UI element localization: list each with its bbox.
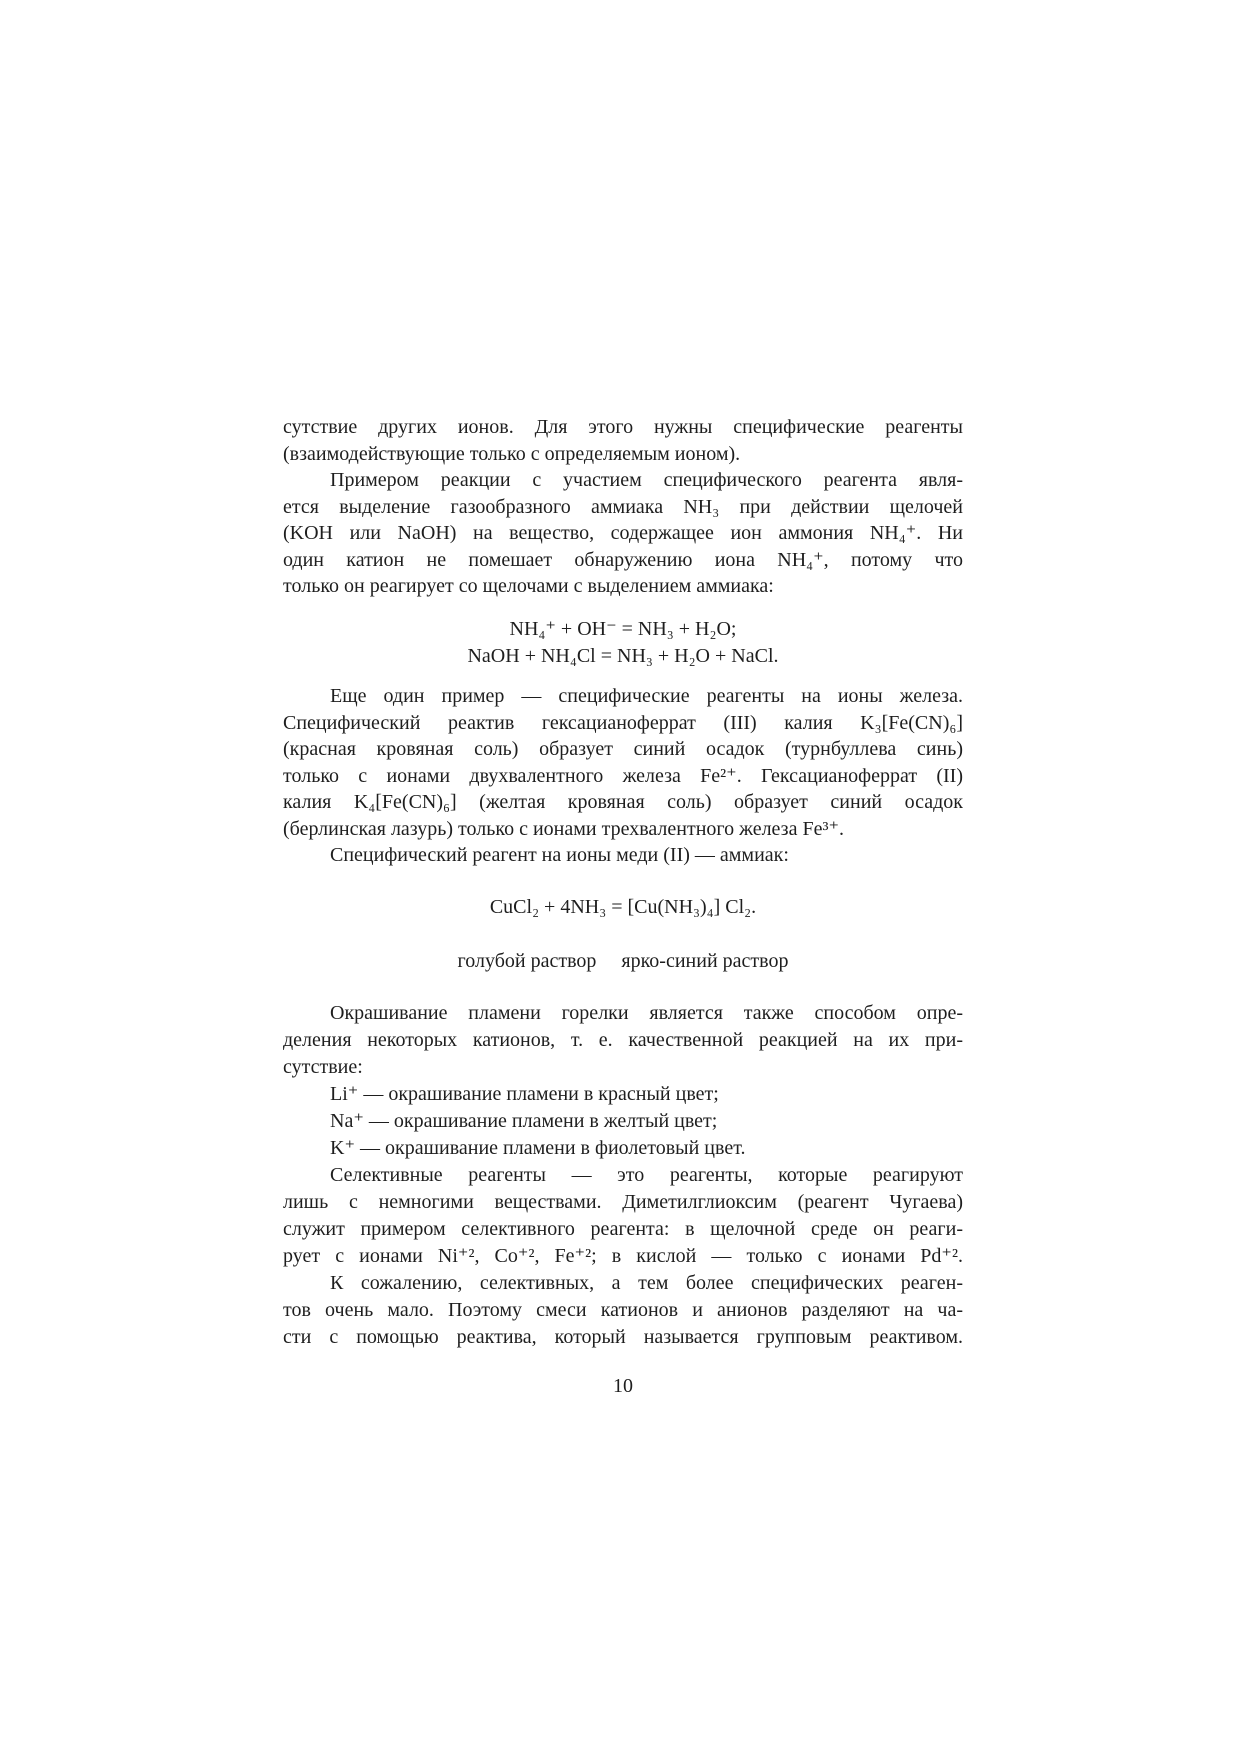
text-line: Окрашивание пламени горелки является также способом опре- [330,1002,963,1024]
text-line: один катион не помешает обнаружению иона NH₄⁺, потому что [283,548,963,571]
text-line: сутствие: [283,1056,363,1078]
text-line: лишь с немногими веществами. Диметилглиоксим (реагент Чугаева) [283,1191,963,1213]
text-line: K⁺ — окрашивание пламени в фиолетовый цвет. [330,1137,746,1159]
text-line: сутствие других ионов. Для этого нужны специфические реагенты [283,416,963,438]
text-block-flame-selective [283,1000,963,1351]
text-line: ется выделение газообразного аммиака NH₃ при действии щелочей [283,495,963,518]
text-line: Специфический реактив гексацианоферрат (III) калия K₃[Fe(CN)₆] [283,711,963,734]
text-line: (взаимодействующие только с определяемым ионом). [283,442,741,465]
text-block-iron [283,683,963,869]
text-line: Li⁺ — окрашивание пламени в красный цвет; [330,1083,719,1105]
text-line: Примером реакции с участием специфического реагента явля- [330,469,963,491]
equation-copper: CuCl₂ + 4NH₃ = [Cu(NH₃)₄] Cl₂. [489,896,757,918]
equation-ammonium [283,616,963,670]
label-right: ярко-синий раствор [621,950,789,972]
text-line: тов очень мало. Поэтому смеси катионов и анионов разделяют на ча- [283,1299,963,1321]
text-line: Селективные реагенты — это реагенты, которые реагируют [330,1164,963,1186]
page-number: 10 [613,1375,633,1397]
equation-line: NH₄⁺ + OH⁻ = NH₃ + H₂O; [509,618,737,640]
text-block-intro [283,414,963,600]
text-line: деления некоторых катионов, т. е. качественной реакцией на их при- [283,1029,963,1051]
label-left: голубой раствор [457,950,597,972]
text-line: Еще один пример — специфические реагенты на ионы железа. [330,685,963,707]
text-line: только с ионами двухвалентного железа Fe²⁺. Гексацианоферрат (II) [283,764,963,787]
equation-labels [283,948,963,975]
text-line: Специфический реагент на ионы меди (II) — аммиак: [330,844,789,866]
equation-line: NaOH + NH₄Cl = NH₃ + H₂O + NaCl. [467,645,779,667]
text-line: (красная кровяная соль) образует синий осадок (турнбуллева синь) [283,738,963,760]
text-line: (берлинская лазурь) только с ионами трехвалентного железа Fe³⁺. [283,817,844,840]
text-line: служит примером селективного реагента: в щелочной среде он реаги- [283,1218,963,1240]
text-line: калия K₄[Fe(CN)₆] (желтая кровяная соль) образует синий осадок [283,791,963,813]
text-line: (KOH или NaOH) на вещество, содержащее ион аммония NH₄⁺. Ни [283,522,963,544]
text-line: К сожалению, селективных, а тем более специфических реаген- [330,1272,963,1294]
text-line: Na⁺ — окрашивание пламени в желтый цвет; [330,1110,718,1132]
text-line: рует с ионами Ni⁺², Co⁺², Fe⁺²; в кислой — только с ионами Pd⁺². [283,1245,963,1267]
text-line: только он реагирует со щелочами с выделением аммиака: [283,575,774,597]
text-line: сти с помощью реактива, который называется групповым реактивом. [283,1326,963,1348]
